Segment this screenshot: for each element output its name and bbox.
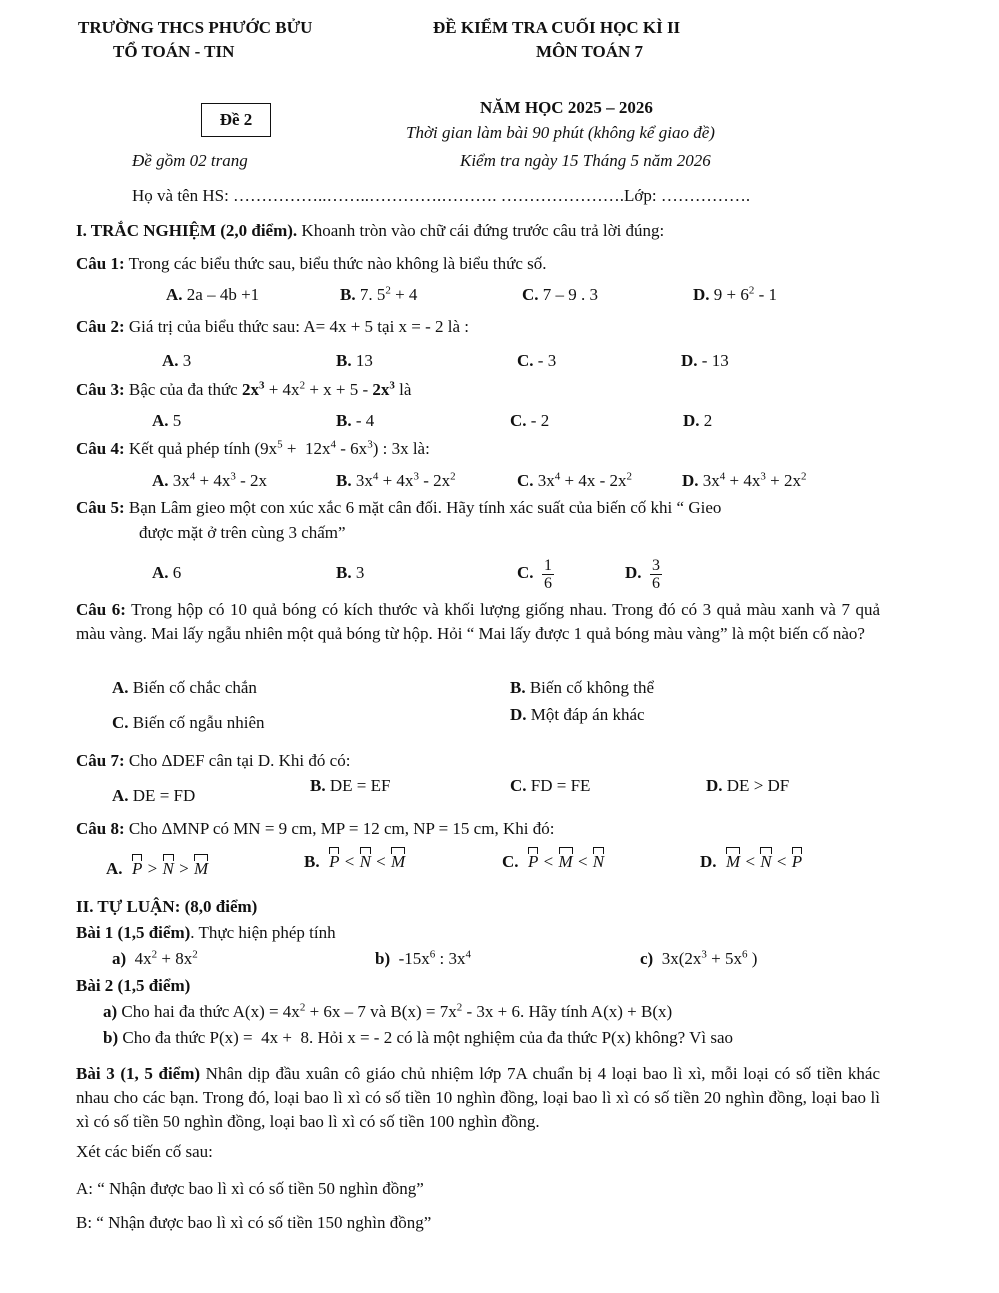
q4-option-d[interactable] [682, 470, 806, 492]
option-text: - 13 [697, 351, 729, 370]
q8-option-b[interactable] [304, 851, 406, 873]
q4-option-c[interactable] [517, 470, 632, 492]
option-letter: C. [112, 713, 129, 732]
angle-comparison: P < N < M [329, 852, 406, 871]
option-letter: A. [152, 411, 169, 430]
division-expression: $(9x^5 + 12x^4 - 6x^3)$ [254, 438, 379, 458]
q3-option-c[interactable] [510, 410, 549, 432]
q8-option-c[interactable] [502, 851, 605, 873]
option-letter: D. [625, 563, 642, 582]
expression: $4x^2 + 8x^2$ [134, 948, 198, 968]
option-text: $3x^4 + 4x^3 + 2x^2$ [702, 470, 807, 490]
expression: $-15x^6$ : $3x^4$ [398, 948, 472, 968]
option-letter: B. [340, 285, 356, 304]
item-label: c) [640, 949, 654, 968]
option-text: - 1 [754, 285, 778, 304]
q1-option-c[interactable] [522, 284, 598, 306]
question-label: Câu 2: [76, 317, 125, 336]
q4-option-b[interactable] [336, 470, 456, 492]
events-intro: Xét các biến cố sau: [76, 1142, 213, 1161]
part1-heading: I. TRẮC NGHIỆM (2,0 điểm). [76, 221, 298, 240]
expression: $A(x) = 4x^2 + 6x - 7$ [232, 1001, 366, 1021]
question-5-continued: được mặt ở trên cùng 3 chấm” [139, 523, 346, 542]
exercise-text: . Thực hiện phép tính [190, 923, 336, 942]
exercise-1a [112, 948, 198, 970]
exam-code-box [201, 103, 271, 137]
item-label: a) [112, 949, 127, 968]
q3-option-d[interactable] [683, 410, 712, 432]
exercise-1c [640, 948, 757, 970]
exam-duration: Thời gian làm bài 90 phút (không kể giao đề) [406, 123, 715, 142]
item-label: a) [103, 1002, 118, 1021]
q5-option-b[interactable] [336, 562, 364, 584]
question-6 [76, 598, 880, 646]
department-name: TỔ TOÁN - TIN [113, 42, 235, 61]
option-letter: D. [706, 776, 723, 795]
option-text: Biến cố ngẫu nhiên [128, 713, 265, 732]
option-letter: A. [162, 351, 179, 370]
option-letter: D. [510, 705, 527, 724]
option-text: 9 + 6 [713, 285, 749, 304]
item-text: Cho đa thức [118, 1028, 210, 1047]
option-letter: B. [304, 852, 320, 871]
question-text: Bạn Lâm gieo một con xúc xắc 6 mặt cân đối. Hãy tính xác suất của biến cố khi “ Gieo [124, 498, 722, 517]
q7-option-c[interactable] [510, 775, 590, 797]
option-letter: C. [510, 411, 527, 430]
question-text: Cho ΔMNP có MN = 9 cm, MP = 12 cm, NP = 15 cm, Khi đó: [124, 819, 555, 838]
option-text: 3 [351, 563, 365, 582]
q2-option-a[interactable] [162, 350, 191, 372]
exercise-1-heading [76, 922, 336, 944]
option-text: $3x^4 + 4x - 2x^2$ [537, 470, 633, 490]
option-text: FD = FE [526, 776, 591, 795]
question-label: Câu 4: [76, 439, 125, 458]
question-5 [76, 497, 721, 519]
option-text: 7 – 9 . 3 [542, 285, 599, 304]
numerator: 1 [544, 556, 553, 574]
school-name: TRƯỜNG THCS PHƯỚC BỬU [78, 18, 313, 37]
q1-option-d[interactable] [693, 284, 777, 306]
option-text: 7. 5 [359, 285, 386, 304]
expression: P(x) [601, 1028, 631, 1047]
option-text: DE = FD [128, 786, 196, 805]
exam-title: ĐỀ KIỂM TRA CUỐI HỌC KÌ II [433, 18, 681, 37]
option-text: 5 [168, 411, 182, 430]
angle-comparison: P > N > M [132, 859, 209, 878]
numerator: 3 [652, 556, 661, 574]
part1-heading-line [76, 220, 664, 242]
exponent: 2 [748, 284, 755, 297]
option-text: 2a – 4b +1 [186, 285, 260, 304]
item-text: . Hỏi x = - 2 có là một nghiệm của đa thức [308, 1028, 602, 1047]
q6-option-b[interactable] [510, 677, 654, 699]
question-7 [76, 750, 350, 772]
event-b: B: “ Nhận được bao lì xì có số tiền 150 nghìn đồng” [76, 1213, 432, 1232]
question-label: Câu 5: [76, 498, 125, 517]
q5-option-c[interactable] [517, 550, 554, 596]
fraction [542, 557, 554, 592]
q6-option-d[interactable] [510, 704, 645, 726]
expression: $3x(2x^3 + 5x^6$ ) [661, 948, 758, 968]
option-letter: A. [166, 285, 183, 304]
option-letter: B. [310, 776, 326, 795]
q5-option-a[interactable] [152, 562, 181, 584]
option-letter: A. [112, 678, 129, 697]
question-text: Bậc của đa thức [124, 380, 242, 399]
option-letter: C. [522, 285, 539, 304]
option-text: 2 [699, 411, 713, 430]
question-text: : 3x là: [378, 439, 430, 458]
part2-heading: II. TỰ LUẬN: (8,0 điểm) [76, 897, 258, 916]
denominator: 6 [652, 574, 661, 592]
option-letter: D. [682, 471, 699, 490]
option-text: Biến cố không thể [525, 678, 655, 697]
option-letter: A. [152, 471, 169, 490]
exercise-2b [103, 1027, 733, 1049]
angle-comparison: M < N < P [726, 852, 803, 871]
option-letter: B. [336, 351, 352, 370]
option-text: 3 [178, 351, 192, 370]
question-8 [76, 818, 554, 840]
exponent: 2 [385, 284, 391, 297]
polynomial-expression: $2x^3 + 4x^2 + x + 5 - 2x^3$ [241, 379, 395, 399]
option-letter: C. [502, 852, 519, 871]
question-text: Trong các biểu thức sau, biểu thức nào không là biểu thức số. [124, 254, 547, 273]
q5-option-d[interactable] [625, 550, 662, 596]
option-text: Biến cố chắc chắn [128, 678, 257, 697]
option-letter: C. [510, 776, 527, 795]
q6-option-a[interactable] [112, 677, 257, 699]
option-text: Một đáp án khác [526, 705, 645, 724]
option-text: $3x^4 + 4x^3 - 2x$ [172, 470, 268, 490]
expression: A(x) + B(x) [590, 1002, 673, 1021]
question-label: Câu 7: [76, 751, 125, 770]
option-letter: A. [152, 563, 169, 582]
option-letter: B. [510, 678, 526, 697]
part1-instruction: Khoanh tròn vào chữ cái đứng trước câu trả lời đúng: [297, 221, 665, 240]
option-text: 13 [351, 351, 373, 370]
q7-option-d[interactable] [706, 775, 789, 797]
option-letter: D. [693, 285, 710, 304]
question-text: Giá trị của biểu thức sau: A= 4x + 5 tại x = - 2 là : [124, 317, 470, 336]
option-letter: A. [106, 859, 123, 878]
option-text: DE > DF [722, 776, 790, 795]
item-label: b) [375, 949, 391, 968]
option-text: DE = EF [325, 776, 391, 795]
option-text: + 4 [390, 285, 418, 304]
option-letter: B. [336, 471, 352, 490]
q1-option-b[interactable] [340, 284, 417, 306]
option-letter: D. [681, 351, 698, 370]
q2-option-d[interactable] [681, 350, 729, 372]
exercise-3 [76, 1062, 880, 1134]
item-text: và [365, 1002, 391, 1021]
item-text: . Hãy tính [519, 1002, 591, 1021]
exercise-text: Nhân dịp đầu xuân cô giáo chủ nhiệm lớp 7A chuẩn bị 4 loại bao lì xì, mỗi loại có số tiền khác nhau cho các bạn. Trong đó, loại bao lì xì có số tiền 10 nghìn đồng, loại bao lì xì có số tiền 20 nghìn đồng, loại bao lì xì có số tiền 50 nghìn đồng, loại bao lì xì có số tiền 100 nghìn đồng. [76, 1064, 880, 1131]
denominator: 6 [544, 574, 553, 592]
q6-option-c[interactable] [112, 712, 265, 734]
option-letter: A. [112, 786, 129, 805]
option-letter: C. [517, 563, 534, 582]
exam-subject: MÔN TOÁN 7 [536, 42, 644, 61]
q8-option-a[interactable] [106, 858, 209, 880]
option-letter: C. [517, 351, 534, 370]
exercise-1b [375, 948, 471, 970]
q1-option-a[interactable] [166, 284, 259, 306]
option-letter: C. [517, 471, 534, 490]
option-letter: B. [336, 563, 352, 582]
school-year: NĂM HỌC 2025 – 2026 [480, 98, 653, 117]
expression: $B(x) = 7x^2 - 3x + 6$ [390, 1001, 520, 1021]
exercise-2a [103, 1001, 672, 1023]
question-3 [76, 379, 411, 401]
item-label: b) [103, 1028, 119, 1047]
question-2 [76, 316, 469, 338]
question-label: Câu 6: [76, 600, 126, 619]
q2-option-c[interactable] [517, 350, 556, 372]
q7-option-b[interactable] [310, 775, 390, 797]
exam-code: Đề 2 [219, 110, 253, 129]
angle-comparison: P < M < N [528, 852, 605, 871]
option-letter: B. [336, 411, 352, 430]
q8-option-d[interactable] [700, 851, 803, 873]
question-label: Câu 1: [76, 254, 125, 273]
question-label: Câu 8: [76, 819, 125, 838]
option-text: - 3 [533, 351, 557, 370]
fraction [650, 557, 662, 592]
item-text: không? Vì sao [630, 1028, 734, 1047]
expression: P(x) = 4x + 8 [209, 1028, 309, 1047]
event-a: A: “ Nhận được bao lì xì có số tiền 50 nghìn đồng” [76, 1179, 424, 1198]
question-text: Cho ΔDEF cân tại D. Khi đó có: [124, 751, 351, 770]
item-text: Cho hai đa thức [117, 1002, 233, 1021]
exam-date: Kiểm tra ngày 15 Tháng 5 năm 2026 [460, 151, 711, 170]
page-count: Đề gồm 02 trang [132, 151, 248, 170]
question-text: Kết quả phép tính [124, 439, 255, 458]
option-text: 6 [168, 563, 182, 582]
question-text: Trong hộp có 10 quả bóng có kích thước và khối lượng giống nhau. Trong đó có 3 quả màu xanh và 7 quả màu vàng. Mai lấy ngẫu nhiên một quả bóng từ hộp. Hỏi “ Mai lấy được 1 quả bóng màu vàng” là một biến cố nào? [76, 600, 880, 643]
option-letter: D. [700, 852, 717, 871]
question-text: là [394, 380, 412, 399]
exercise-2-heading: Bài 2 (1,5 điểm) [76, 976, 191, 995]
q4-option-a[interactable] [152, 470, 267, 492]
q2-option-b[interactable] [336, 350, 373, 372]
exercise-label: Bài 3 (1, 5 điểm) [76, 1064, 201, 1083]
question-1 [76, 253, 547, 275]
option-text: - 4 [351, 411, 375, 430]
q3-option-a[interactable] [152, 410, 181, 432]
q7-option-a[interactable] [112, 785, 195, 807]
question-label: Câu 3: [76, 380, 125, 399]
option-text: - 2 [526, 411, 550, 430]
exercise-label: Bài 1 (1,5 điểm) [76, 923, 191, 942]
question-4 [76, 438, 430, 460]
option-text: $3x^4 + 4x^3 - 2x^2$ [355, 470, 456, 490]
q3-option-b[interactable] [336, 410, 374, 432]
student-info-line: Họ và tên HS: ……………..……..………….………. ………………….Lớp: ……………. [132, 186, 751, 205]
option-letter: D. [683, 411, 700, 430]
